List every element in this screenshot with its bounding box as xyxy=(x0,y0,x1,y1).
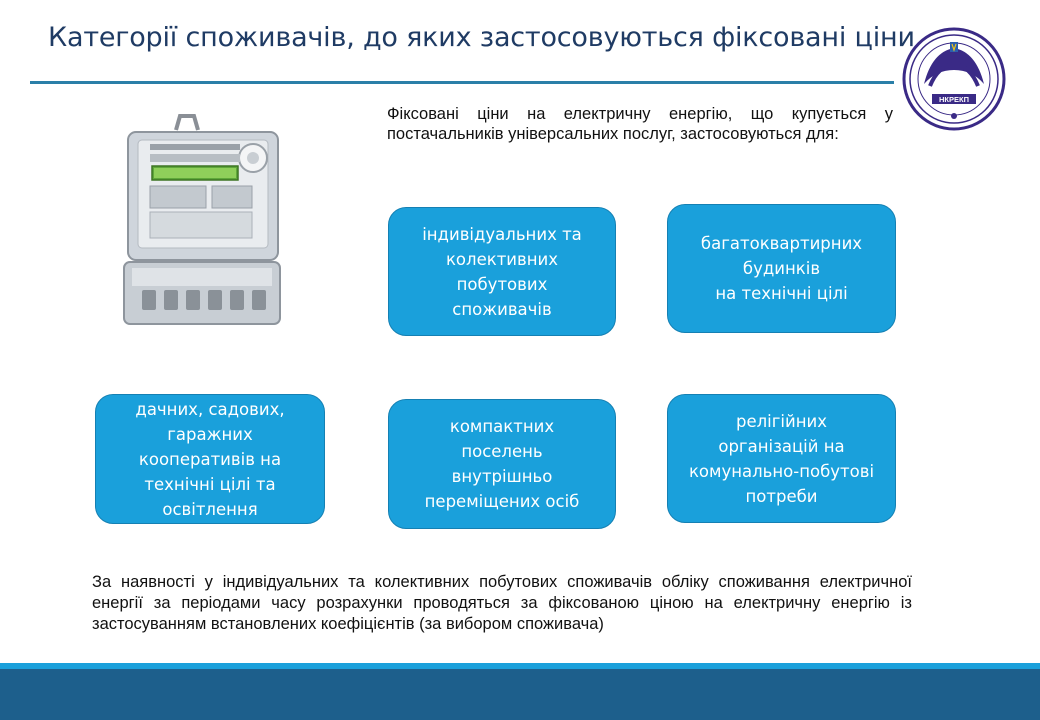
category-box-displaced-persons: компактних поселень внутрішньо переміщених осіб xyxy=(388,399,616,529)
category-box-religious-organizations: релігійних організацій на комунально-побутові потреби xyxy=(667,394,896,523)
category-box-cooperatives: дачних, садових, гаражних кооперативів на технічні цілі та освітлення xyxy=(95,394,325,524)
category-box-household: індивідуальних та колективних побутових споживачів xyxy=(388,207,616,336)
footnote-text: За наявності у індивідуальних та колективних побутових споживачів обліку споживання електричної енергії за періодами часу розрахунки проводяться за фіксованою ціною на електричну енергію із застосуванням встановлених коефіцієнтів (за вибором споживача) xyxy=(92,573,912,633)
intro-text: Фіксовані ціни на електричну енергію, що купується у постачальників універсальних послуг, застосовуються для: xyxy=(387,105,893,143)
electric-meter-icon xyxy=(120,112,288,332)
page-title: Категорії споживачів, до яких застосовуються фіксовані ціни xyxy=(48,22,915,53)
regulator-emblem-icon xyxy=(902,26,1006,132)
footer-bar xyxy=(0,669,1040,720)
category-box-apartment-buildings: багатоквартирних будинків на технічні цілі xyxy=(667,204,896,333)
logo-text: НКРЕКП xyxy=(939,95,969,104)
title-divider xyxy=(30,81,894,84)
